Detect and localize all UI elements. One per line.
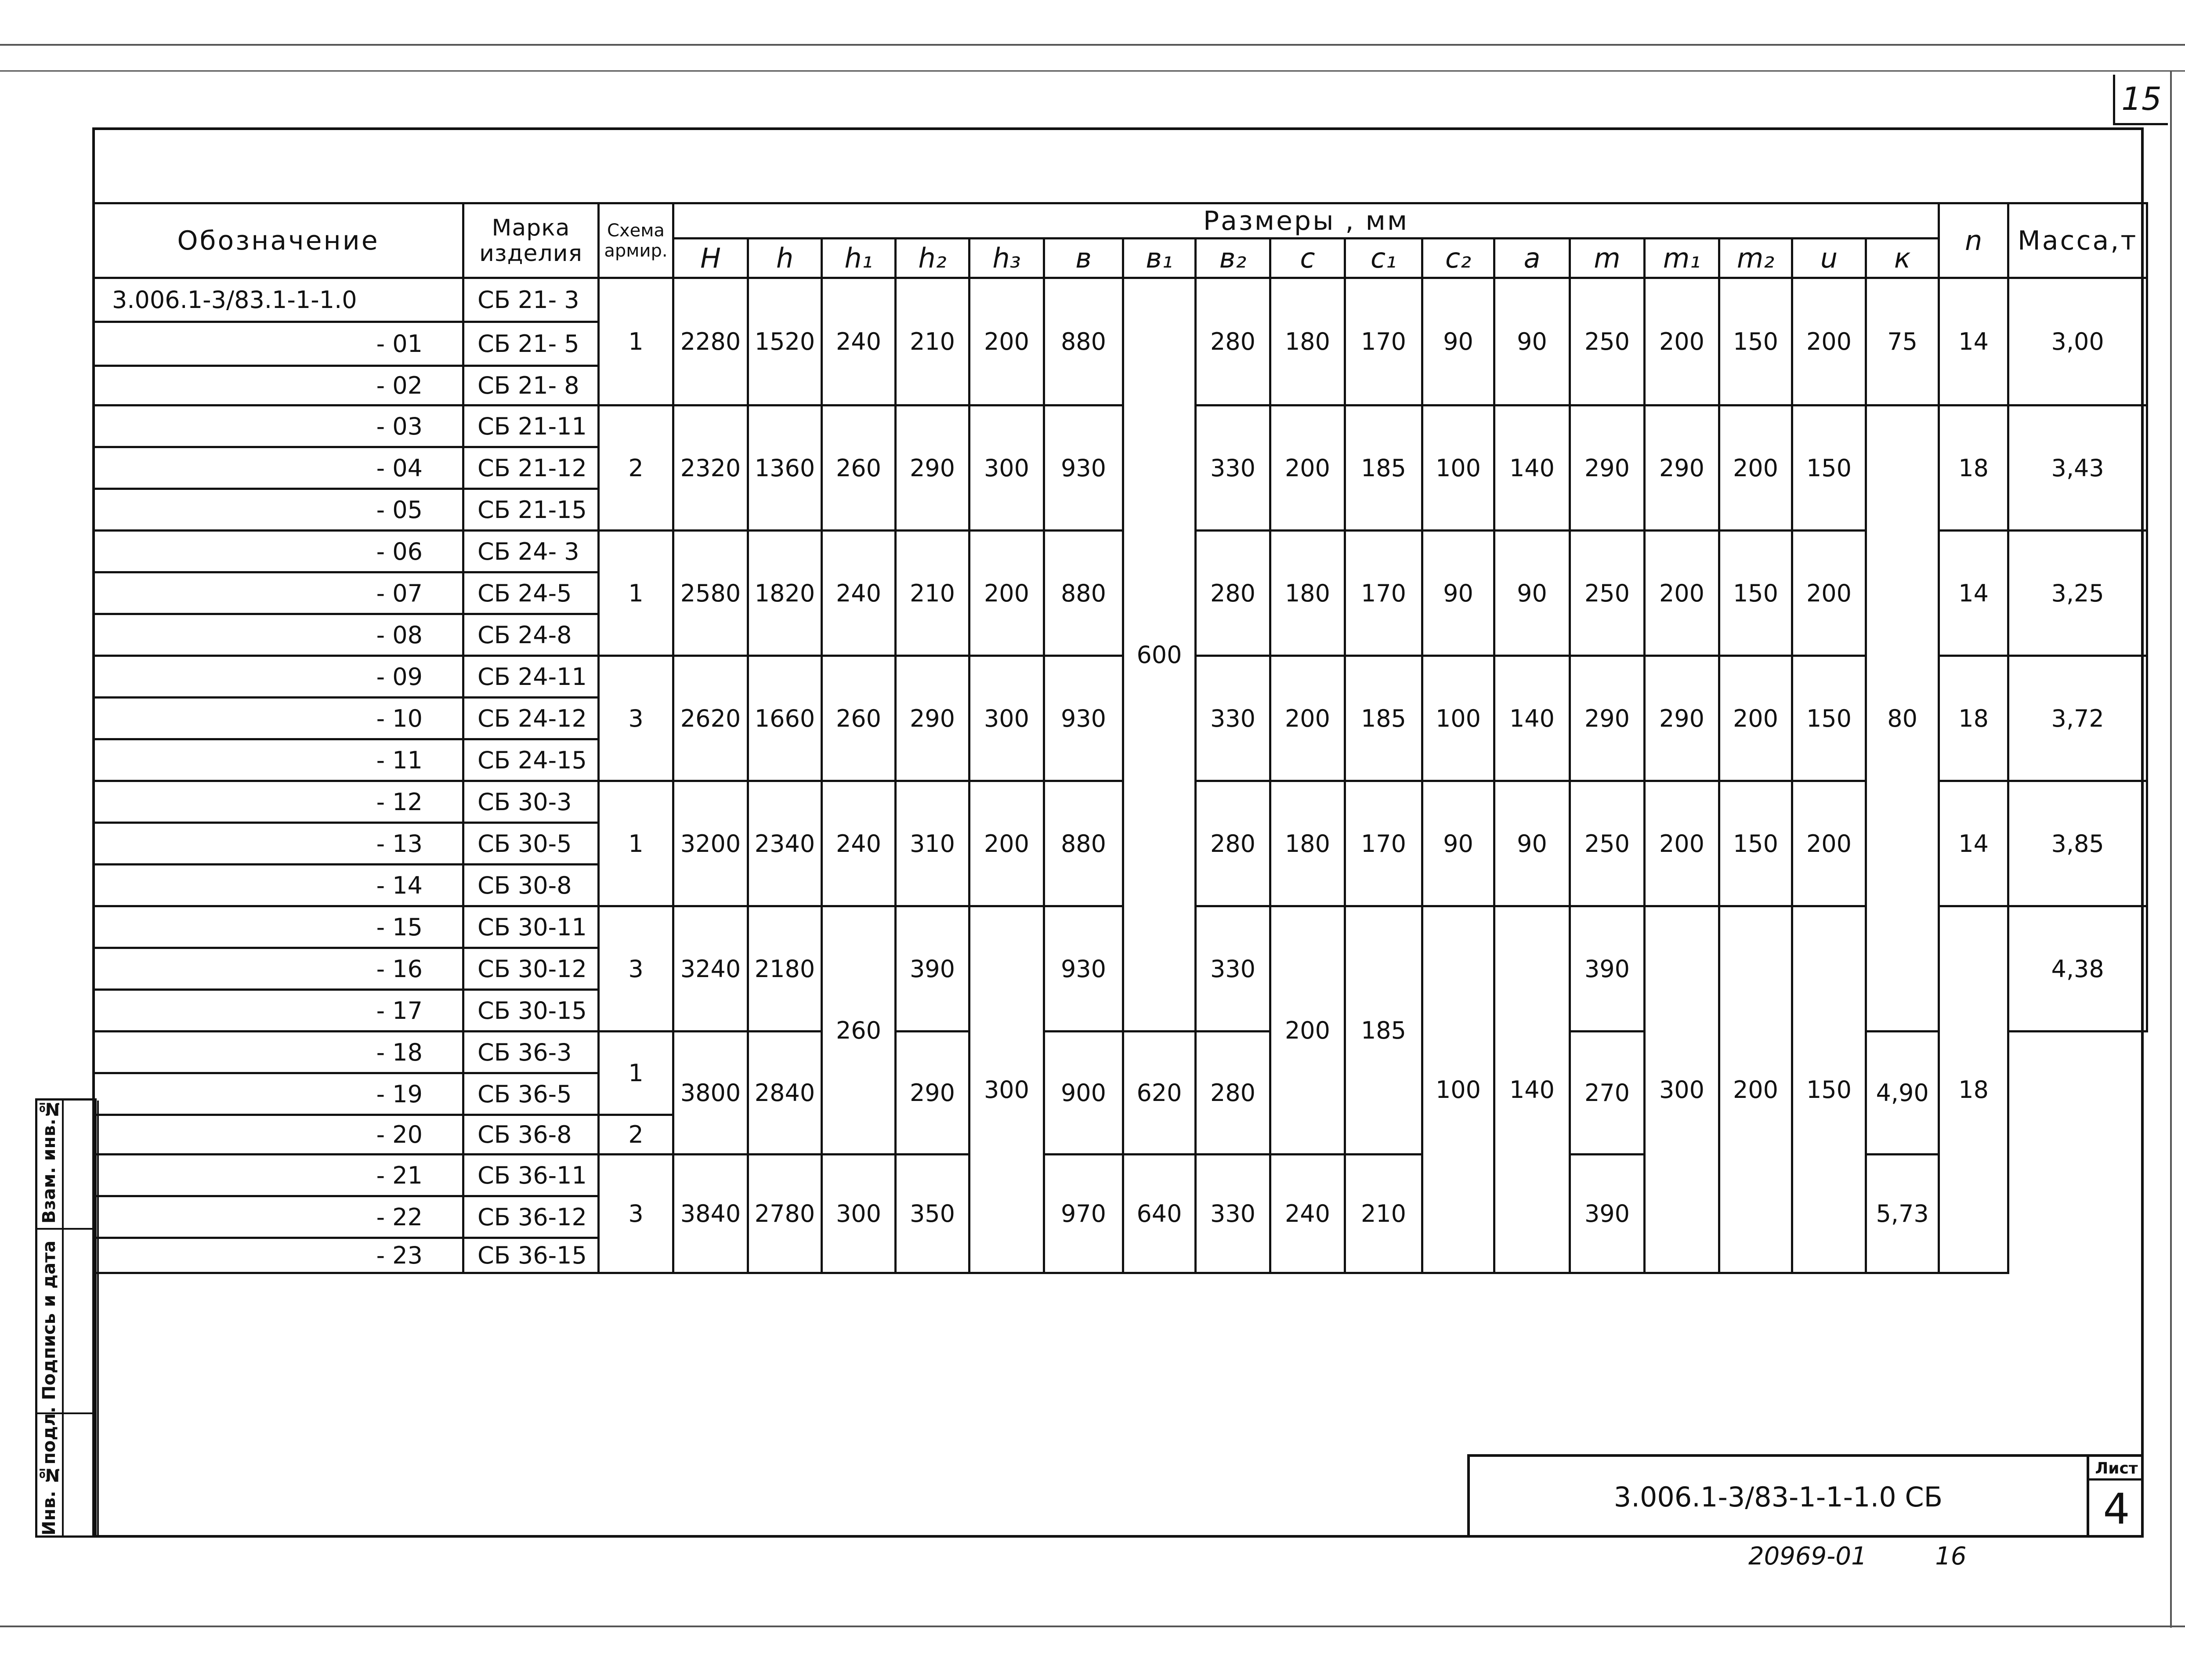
- row-designation: - 08: [94, 614, 463, 656]
- cell-c1-shared: 185: [1345, 906, 1422, 1155]
- archive-page: 16: [1935, 1542, 1967, 1571]
- header-dim-u: u: [1792, 239, 1866, 278]
- cell-m2: 150: [1719, 278, 1792, 406]
- cell-h3: 200: [970, 531, 1044, 656]
- cell-H: 2620: [673, 656, 748, 781]
- cell-m2: 200: [1719, 406, 1792, 531]
- cell-h3: 300: [970, 406, 1044, 531]
- cell-b1: 640: [1123, 1155, 1196, 1273]
- cell-n: 18: [1939, 406, 2008, 531]
- header-dim-m: m: [1570, 239, 1645, 278]
- cell-b: 930: [1044, 656, 1123, 781]
- cell-k: 75: [1866, 278, 1939, 406]
- header-dim-h3: h₃: [970, 239, 1044, 278]
- cell-u: 200: [1792, 781, 1866, 906]
- header-dim-H: H: [673, 239, 748, 278]
- header-dim-b2: в₂: [1196, 239, 1270, 278]
- cell-m: 270: [1570, 1032, 1645, 1155]
- row-mark: СБ 24-11: [463, 656, 599, 698]
- cell-b: 880: [1044, 278, 1123, 406]
- cell-mass: 3,85: [2008, 781, 2147, 906]
- row-mark: СБ 30-11: [463, 906, 599, 948]
- header-dim-c: c: [1270, 239, 1345, 278]
- row-designation: - 18: [94, 1032, 463, 1073]
- cell-m2: 200: [1719, 656, 1792, 781]
- row-mark: СБ 21- 5: [463, 322, 599, 366]
- cell-h: 1520: [748, 278, 822, 406]
- header-dim-m2: m₂: [1719, 239, 1792, 278]
- header-scheme: Схема армир.: [599, 203, 673, 278]
- header-n: n: [1939, 203, 2008, 278]
- scheme-cell: 2: [599, 406, 673, 531]
- cell-b2: 280: [1196, 1032, 1270, 1155]
- cell-n: 14: [1939, 531, 2008, 656]
- row-designation: - 01: [94, 322, 463, 366]
- cell-c2: 90: [1422, 531, 1494, 656]
- row-mark: СБ 30-8: [463, 865, 599, 906]
- cell-c: 180: [1270, 531, 1345, 656]
- cell-h3: 300: [970, 656, 1044, 781]
- cell-u-shared: 150: [1792, 906, 1866, 1273]
- cell-h3: 200: [970, 781, 1044, 906]
- scheme-cell: 1: [599, 1032, 673, 1115]
- row-designation: - 21: [94, 1155, 463, 1196]
- cell-c1: 170: [1345, 531, 1422, 656]
- row-designation: - 20: [94, 1115, 463, 1155]
- specification-table: [92, 202, 2148, 1274]
- row-mark: СБ 24- 3: [463, 531, 599, 572]
- cell-h2: 290: [896, 1032, 970, 1155]
- cell-h2: 350: [896, 1155, 970, 1273]
- cell-h3-shared: 300: [970, 906, 1044, 1273]
- row-designation: - 23: [94, 1238, 463, 1273]
- cell-c1: 210: [1345, 1155, 1422, 1273]
- cell-a: 90: [1494, 781, 1570, 906]
- cell-h: 2340: [748, 781, 822, 906]
- cell-b: 930: [1044, 906, 1123, 1032]
- row-designation: - 07: [94, 572, 463, 614]
- cell-m1: 200: [1645, 781, 1719, 906]
- cell-k: 80: [1866, 406, 1939, 1032]
- row-mark: СБ 21- 3: [463, 278, 599, 322]
- cell-c: 180: [1270, 278, 1345, 406]
- cell-h1: 300: [822, 1155, 896, 1273]
- cell-m1: 290: [1645, 406, 1719, 531]
- cell-a: 140: [1494, 656, 1570, 781]
- cell-h2: 290: [896, 656, 970, 781]
- scan-border-top-2: [0, 70, 2185, 72]
- row-designation: - 06: [94, 531, 463, 572]
- cell-c2: 90: [1422, 781, 1494, 906]
- cell-m: 390: [1570, 906, 1645, 1032]
- cell-mass: 5,73: [1866, 1155, 1939, 1273]
- row-designation: - 19: [94, 1073, 463, 1115]
- header-dimensions: Размеры , мм: [673, 203, 1939, 239]
- row-mark: СБ 36-5: [463, 1073, 599, 1115]
- scheme-cell: 3: [599, 656, 673, 781]
- cell-n: 14: [1939, 278, 2008, 406]
- cell-h2: 290: [896, 406, 970, 531]
- archive-code: 20969-01: [1748, 1542, 1867, 1571]
- cell-a: 90: [1494, 531, 1570, 656]
- row-mark: СБ 21- 8: [463, 366, 599, 406]
- title-block: [1467, 1454, 2144, 1538]
- header-dim-c2: c₂: [1422, 239, 1494, 278]
- header-designation: Обозначение: [94, 203, 463, 278]
- cell-m: 250: [1570, 781, 1645, 906]
- row-designation: - 09: [94, 656, 463, 698]
- row-designation: - 15: [94, 906, 463, 948]
- cell-b: 880: [1044, 781, 1123, 906]
- cell-u: 150: [1792, 406, 1866, 531]
- cell-H: 3200: [673, 781, 748, 906]
- row-designation: - 11: [94, 739, 463, 781]
- row-mark: СБ 21-12: [463, 447, 599, 489]
- cell-h1: 260: [822, 406, 896, 531]
- cell-m: 250: [1570, 278, 1645, 406]
- cell-mass: 4,90: [1866, 1032, 1939, 1155]
- cell-b2: 280: [1196, 531, 1270, 656]
- cell-b1: 620: [1123, 1032, 1196, 1155]
- row-designation: - 22: [94, 1196, 463, 1238]
- cell-h2: 210: [896, 278, 970, 406]
- row-designation: - 04: [94, 447, 463, 489]
- scan-border-top: [0, 44, 2185, 46]
- header-mass: Масса,т: [2008, 203, 2147, 278]
- archive-stamp: [1748, 1542, 1967, 1571]
- cell-mass: 3,25: [2008, 531, 2147, 656]
- cell-b: 880: [1044, 531, 1123, 656]
- cell-n-shared: 18: [1939, 906, 2008, 1273]
- cell-h: 2840: [748, 1032, 822, 1155]
- cell-H: 2280: [673, 278, 748, 406]
- cell-H: 3800: [673, 1032, 748, 1155]
- row-mark: СБ 24-12: [463, 698, 599, 739]
- row-designation: 3.006.1-3/83.1-1-1.0: [94, 278, 463, 322]
- cell-b2: 330: [1196, 656, 1270, 781]
- row-mark: СБ 36-11: [463, 1155, 599, 1196]
- cell-H: 2580: [673, 531, 748, 656]
- cell-a: 140: [1494, 406, 1570, 531]
- row-designation: - 16: [94, 948, 463, 990]
- scan-border-bottom: [0, 1626, 2185, 1627]
- cell-c-shared: 200: [1270, 906, 1345, 1155]
- row-designation: - 03: [94, 406, 463, 447]
- cell-m2: 150: [1719, 531, 1792, 656]
- cell-c: 180: [1270, 781, 1345, 906]
- row-designation: - 14: [94, 865, 463, 906]
- cell-c2: 90: [1422, 278, 1494, 406]
- cell-h3: 200: [970, 278, 1044, 406]
- cell-h2: 210: [896, 531, 970, 656]
- cell-m2-shared: 200: [1719, 906, 1792, 1273]
- scan-border-right: [2170, 70, 2172, 1628]
- row-designation: - 05: [94, 489, 463, 531]
- header-dim-h1: h₁: [822, 239, 896, 278]
- cell-u: 150: [1792, 656, 1866, 781]
- row-mark: СБ 30-15: [463, 990, 599, 1032]
- cell-h1: 260: [822, 656, 896, 781]
- cell-c1: 170: [1345, 278, 1422, 406]
- document-code: 3.006.1-3/83-1-1-1.0 СБ: [1470, 1457, 2089, 1538]
- header-dim-b1: в₁: [1123, 239, 1196, 278]
- cell-h1: 240: [822, 781, 896, 906]
- sheet-label: Лист: [2089, 1457, 2144, 1481]
- row-mark: СБ 24-8: [463, 614, 599, 656]
- row-designation: - 13: [94, 823, 463, 865]
- cell-h1-shared: 260: [822, 906, 896, 1155]
- cell-b: 970: [1044, 1155, 1123, 1273]
- cell-mass: 4,38: [2008, 906, 2147, 1032]
- row-designation: - 02: [94, 366, 463, 406]
- cell-h2: 310: [896, 781, 970, 906]
- cell-n: 14: [1939, 781, 2008, 906]
- row-designation: - 12: [94, 781, 463, 823]
- row-mark: СБ 36-3: [463, 1032, 599, 1073]
- scheme-cell: 3: [599, 906, 673, 1032]
- cell-c: 240: [1270, 1155, 1345, 1273]
- cell-m: 290: [1570, 656, 1645, 781]
- cell-m1: 200: [1645, 531, 1719, 656]
- cell-a-shared: 140: [1494, 906, 1570, 1273]
- row-mark: СБ 30-3: [463, 781, 599, 823]
- page-number: 15: [2113, 75, 2168, 125]
- header-dim-b: в: [1044, 239, 1123, 278]
- cell-c: 200: [1270, 406, 1345, 531]
- cell-b2: 330: [1196, 406, 1270, 531]
- cell-b2: 280: [1196, 781, 1270, 906]
- cell-h: 1660: [748, 656, 822, 781]
- cell-h1: 240: [822, 531, 896, 656]
- side-stamp-signature-date: Подпись и дата: [39, 1240, 59, 1400]
- cell-h1: 240: [822, 278, 896, 406]
- cell-mass: 3,00: [2008, 278, 2147, 406]
- cell-h: 1820: [748, 531, 822, 656]
- row-mark: СБ 24-5: [463, 572, 599, 614]
- side-stamp: [35, 1098, 97, 1538]
- row-designation: - 10: [94, 698, 463, 739]
- cell-c: 200: [1270, 656, 1345, 781]
- cell-c1: 185: [1345, 656, 1422, 781]
- scheme-cell: 1: [599, 781, 673, 906]
- row-mark: СБ 36-15: [463, 1238, 599, 1273]
- cell-b2: 330: [1196, 1155, 1270, 1273]
- cell-a: 90: [1494, 278, 1570, 406]
- header-dim-h: h: [748, 239, 822, 278]
- scheme-cell: 1: [599, 278, 673, 406]
- header-mark: Марка изделия: [463, 203, 599, 278]
- cell-b1-shared: 600: [1123, 278, 1196, 1032]
- side-stamp-replaced-inv: Взам. инв.№: [39, 1098, 59, 1224]
- side-stamp-divider: [37, 1228, 94, 1230]
- cell-h: 2180: [748, 906, 822, 1032]
- header-dim-m1: m₁: [1645, 239, 1719, 278]
- sheet-number: 4: [2103, 1484, 2130, 1534]
- cell-b: 930: [1044, 406, 1123, 531]
- row-mark: СБ 24-15: [463, 739, 599, 781]
- cell-c2: 100: [1422, 406, 1494, 531]
- row-mark: СБ 21-11: [463, 406, 599, 447]
- cell-c1: 170: [1345, 781, 1422, 906]
- side-stamp-inv-podl: Инв. №подл.: [39, 1406, 59, 1535]
- cell-u: 200: [1792, 531, 1866, 656]
- scheme-cell: 3: [599, 1155, 673, 1273]
- scheme-cell: 2: [599, 1115, 673, 1155]
- header-dim-h2: h₂: [896, 239, 970, 278]
- cell-H: 2320: [673, 406, 748, 531]
- cell-c2: 100: [1422, 656, 1494, 781]
- cell-b2: 280: [1196, 278, 1270, 406]
- row-mark: СБ 36-8: [463, 1115, 599, 1155]
- cell-m1: 200: [1645, 278, 1719, 406]
- header-dim-k: к: [1866, 239, 1939, 278]
- cell-m1: 290: [1645, 656, 1719, 781]
- row-mark: СБ 30-12: [463, 948, 599, 990]
- cell-h: 1360: [748, 406, 822, 531]
- cell-h2: 390: [896, 906, 970, 1032]
- scheme-cell: 1: [599, 531, 673, 656]
- cell-h: 2780: [748, 1155, 822, 1273]
- header-dim-a: a: [1494, 239, 1570, 278]
- row-designation: - 17: [94, 990, 463, 1032]
- row-mark: СБ 30-5: [463, 823, 599, 865]
- cell-b2: 330: [1196, 906, 1270, 1032]
- cell-m: 250: [1570, 531, 1645, 656]
- cell-m2: 150: [1719, 781, 1792, 906]
- cell-m: 290: [1570, 406, 1645, 531]
- cell-H: 3840: [673, 1155, 748, 1273]
- cell-u: 200: [1792, 278, 1866, 406]
- row-mark: СБ 36-12: [463, 1196, 599, 1238]
- header-dim-c1: c₁: [1345, 239, 1422, 278]
- cell-m1-shared: 300: [1645, 906, 1719, 1273]
- cell-n: 18: [1939, 656, 2008, 781]
- cell-c1: 185: [1345, 406, 1422, 531]
- cell-mass: 3,72: [2008, 656, 2147, 781]
- cell-mass: 3,43: [2008, 406, 2147, 531]
- cell-H: 3240: [673, 906, 748, 1032]
- cell-m: 390: [1570, 1155, 1645, 1273]
- row-mark: СБ 21-15: [463, 489, 599, 531]
- cell-b: 900: [1044, 1032, 1123, 1155]
- cell-c2-shared: 100: [1422, 906, 1494, 1273]
